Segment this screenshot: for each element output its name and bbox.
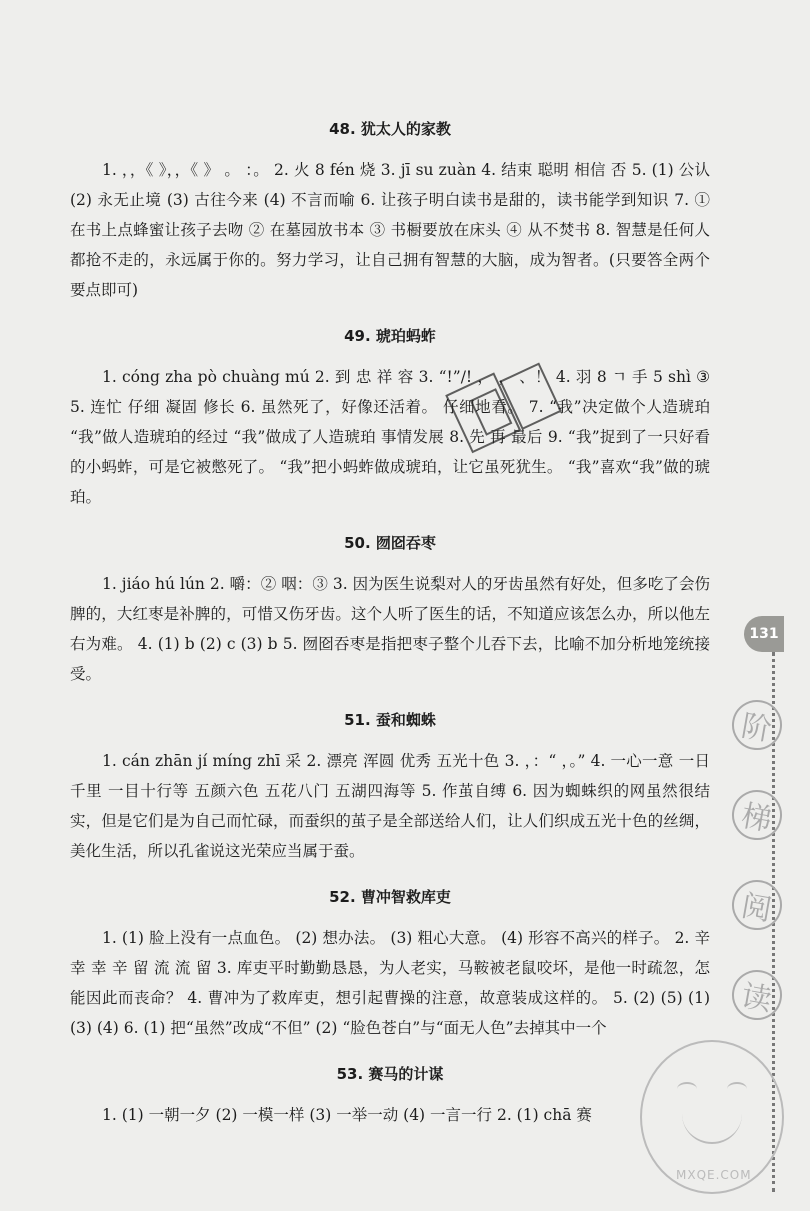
- page-number-badge: 131: [744, 616, 784, 652]
- section-48: [70, 118, 710, 305]
- section-paragraph: 1. ，，《 》，，《 》 。 ：。 2. 火 8 fén 烧 3. jī su zuàn 4. 结束 聪明 相信 否 5. (1) 公认 (2) 永无止境 (3) 古往今来 (4) 不言而喻 6. 让孩子明白读书是甜的，读书能学到知识 7. ① 在书上点蜂蜜让孩子去吻 ② 在墓园放书本 ③ 书橱要放在床头 ④ 从不焚书 8. 智慧是任何人都抢不走的，永远属于你的。努力学习，让自己拥有智慧的大脑，成为智者。(只要答全两个要点即可): [70, 161, 710, 299]
- section-52: [70, 886, 710, 1043]
- section-53: [70, 1063, 710, 1130]
- side-char: 阅: [728, 876, 786, 934]
- section-paragraph: 1. jiáo hú lún 2. 嚼：② 咽：③ 3. 因为医生说梨对人的牙齿虽然有好处，但多吃了会伤脾的，大红枣是补脾的，可惜又伤牙齿。这个人听了医生的话，不知道应该怎么办，所以他左右为难。 4. (1) b (2) c (3) b 5. 囫囵吞枣是指把枣子整个儿吞下去，比喻不加分析地笼统接受。: [70, 575, 710, 683]
- section-title: 51. 蚕和蜘蛛: [344, 711, 436, 729]
- side-char: 阶: [728, 696, 786, 754]
- section-51: [70, 709, 710, 866]
- watermark: MXQE.COM: [676, 1168, 752, 1182]
- side-title: [722, 700, 792, 1020]
- section-paragraph: 1. (1) 脸上没有一点血色。 (2) 想办法。 (3) 粗心大意。 (4) 形容不高兴的样子。 2. 辛 幸 幸 辛 留 流 流 留 3. 库吏平时勤勤恳恳，为人老实，马鞍被老鼠咬坏，是他一时疏忽，怎能因此而丧命？ 4. 曹冲为了救库吏，想引起曹操的注意，故意装成这样的。 5. (2) (5) (1) (3) (4) 6. (1) 把“虽然”改成“不但” (2) “脸色苍白”与“面无人色”去掉其中一个: [70, 929, 710, 1037]
- section-50: [70, 532, 710, 689]
- section-title: 52. 曹冲智救库吏: [329, 888, 451, 906]
- section-title: 48. 犹太人的家教: [329, 120, 451, 138]
- section-paragraph: 1. cán zhān jí míng zhī 采 2. 漂亮 浑圆 优秀 五光十色 3. ，：“ ，。” 4. 一心一意 一日千里 一目十行等 五颜六色 五花八门 五湖四海等 5. 作茧自缚 6. 因为蜘蛛织的网虽然很结实，但是它们是为自己而忙碌，而蚕织的茧子是全部送给人们，让人们织成五光十色的丝绸，美化生活，所以孔雀说这光荣应当属于蚕。: [70, 752, 710, 860]
- section-title: 50. 囫囵吞枣: [344, 534, 436, 552]
- section-paragraph: 1. cóng zha pò chuàng mú 2. 到 忠 祥 容 3. “!”/! ， ， 、！ 4. 羽 8 ㄱ 手 5 shì ③ 5. 连忙 仔细 凝固 修长 6. 虽然死了，好像还活着。 仔细地看。 7. “我”决定做个人造琥珀 “我”做人造琥珀的经过 “我”做成了人造琥珀 事情发展 8. 先 再 最后 9. “我”捉到了一只好看的小蚂蚱，可是它被憋死了。 “我”把小蚂蚱做成琥珀，让它虽死犹生。 “我”喜欢“我”做的琥珀。: [70, 368, 710, 506]
- answer-content: [70, 118, 710, 1150]
- side-char: 读: [728, 966, 786, 1024]
- section-title: 49. 琥珀蚂蚱: [344, 327, 436, 345]
- section-paragraph: 1. (1) 一朝一夕 (2) 一模一样 (3) 一举一动 (4) 一言一行 2. (1) chā 赛: [102, 1106, 592, 1124]
- section-title: 53. 赛马的计谋: [336, 1065, 444, 1083]
- section-49: [70, 325, 710, 512]
- side-char: 梯: [728, 786, 786, 844]
